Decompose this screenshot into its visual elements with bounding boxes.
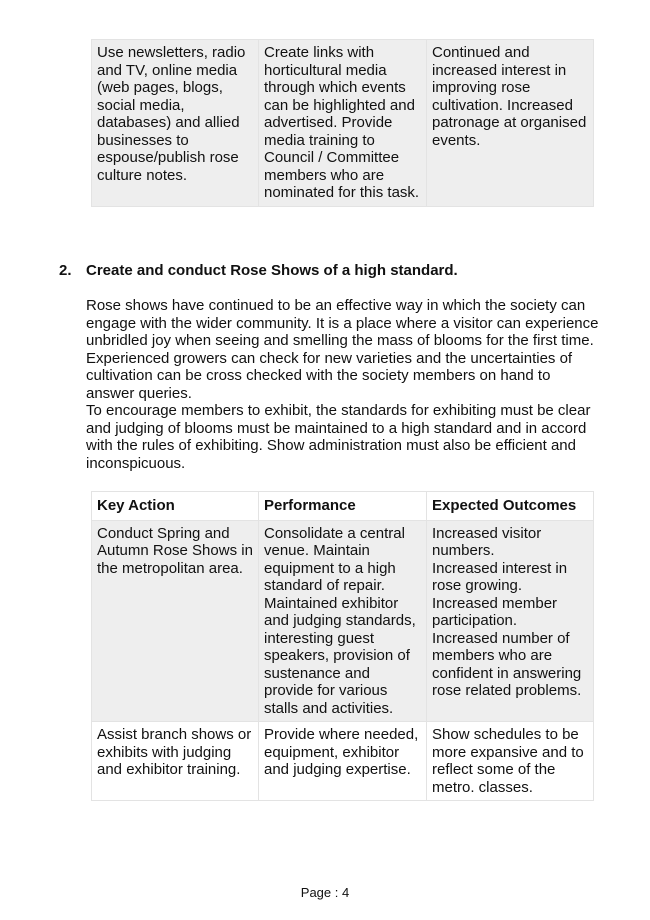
section-heading: [59, 262, 458, 280]
expected-outcomes-cell: Show schedules to be more expansive and to reflect some of the metro. classes.: [427, 722, 594, 801]
key-action-cell: Conduct Spring and Autumn Rose Shows in the metropolitan area.: [92, 520, 259, 722]
section-title: Create and conduct Rose Shows of a high standard.: [86, 262, 458, 279]
section-number: 2.: [59, 262, 72, 279]
action-table: [91, 491, 594, 801]
section-body: [86, 297, 601, 472]
performance-cell: Provide where needed, equipment, exhibitor and judging expertise.: [259, 722, 427, 801]
page-number: Page : 4: [300, 885, 350, 900]
table-row: [92, 722, 594, 801]
column-header: Key Action: [92, 492, 259, 521]
table-row: [92, 520, 594, 722]
performance-cell: Consolidate a central venue. Maintain equipment to a high standard of repair. Maintained exhibitor and judging standards, interesting guest speakers, provision of sustenance and provide for various stalls and activities.: [259, 520, 427, 722]
action-table-continued: [91, 39, 594, 207]
column-header: Performance: [259, 492, 427, 521]
table-row: [92, 40, 594, 207]
column-header: Expected Outcomes: [427, 492, 594, 521]
table-header-row: [92, 492, 594, 521]
section-paragraph: To encourage members to exhibit, the standards for exhibiting must be clear and judging of blooms must be maintained to a high standard and in accord with the rules of exhibiting. Show administration must also be efficient and inconspicuous.: [86, 402, 591, 472]
performance-cell: Create links with horticultural media through which events can be highlighted and advertised. Provide media training to Council / Committee members who are nominated for this task.: [259, 40, 427, 207]
expected-outcomes-cell: Continued and increased interest in improving rose cultivation. Increased patronage at organised events.: [427, 40, 594, 207]
expected-outcomes-cell: Increased visitor numbers. Increased interest in rose growing. Increased member participation. Increased number of members who are confident in answering rose related problems.: [427, 520, 594, 722]
key-action-cell: Use newsletters, radio and TV, online media (web pages, blogs, social media, databases) and allied businesses to espouse/publish rose culture notes.: [92, 40, 259, 207]
section-paragraph: Rose shows have continued to be an effective way in which the society can engage with the wider community. It is a place where a visitor can experience unbridled joy when seeing and smelling the mass of blooms for the first time. Experienced growers can check for new varieties and the uncertainties of cultivation can be cross checked with the society members on hand to answer queries.: [86, 297, 599, 402]
key-action-cell: Assist branch shows or exhibits with judging and exhibitor training.: [92, 722, 259, 801]
